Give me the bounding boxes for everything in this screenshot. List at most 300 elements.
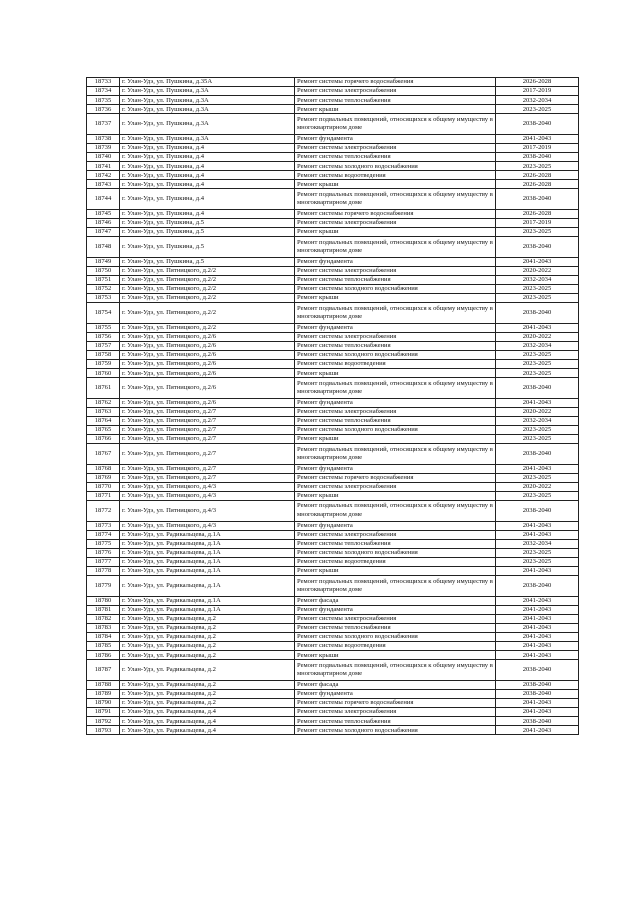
row-number: 18767 bbox=[87, 444, 120, 465]
address-cell: г. Улан-Удэ, ул. Пушкина, д.5 bbox=[120, 219, 295, 228]
address-cell: г. Улан-Удэ, ул. Пушкина, д.3А bbox=[120, 87, 295, 96]
period-cell: 2041-2043 bbox=[496, 623, 579, 632]
work-type-cell: Ремонт подвальных помещений, относящихся к общему имуществу в многоквартирном доме bbox=[295, 501, 496, 522]
address-cell: г. Улан-Удэ, ул. Радикальцева, д.4 bbox=[120, 708, 295, 717]
work-type-cell: Ремонт системы теплоснабжения bbox=[295, 416, 496, 425]
period-cell: 2041-2043 bbox=[496, 530, 579, 539]
address-cell: г. Улан-Удэ, ул. Радикальцева, д.1А bbox=[120, 557, 295, 566]
period-cell: 2038-2040 bbox=[496, 689, 579, 698]
address-cell: г. Улан-Удэ, ул. Радикальцева, д.2 bbox=[120, 633, 295, 642]
row-number: 18778 bbox=[87, 567, 120, 576]
period-cell: 2032-2034 bbox=[496, 341, 579, 350]
row-number: 18771 bbox=[87, 492, 120, 501]
work-type-cell: Ремонт системы холодного водоснабжения bbox=[295, 285, 496, 294]
period-cell: 2026-2028 bbox=[496, 180, 579, 189]
row-number: 18753 bbox=[87, 294, 120, 303]
work-type-cell: Ремонт системы горячего водоснабжения bbox=[295, 473, 496, 482]
address-cell: г. Улан-Удэ, ул. Радикальцева, д.2 bbox=[120, 660, 295, 681]
address-cell: г. Улан-Удэ, ул. Пятницкого, д.2/6 bbox=[120, 341, 295, 350]
work-type-cell: Ремонт системы электроснабжения bbox=[295, 266, 496, 275]
work-type-cell: Ремонт подвальных помещений, относящихся к общему имуществу в многоквартирном доме bbox=[295, 114, 496, 135]
address-cell: г. Улан-Удэ, ул. Пятницкого, д.2/6 bbox=[120, 350, 295, 359]
work-type-cell: Ремонт системы электроснабжения bbox=[295, 482, 496, 491]
table-row bbox=[87, 323, 579, 332]
table-row bbox=[87, 369, 579, 378]
period-cell: 2038-2040 bbox=[496, 660, 579, 681]
table-row bbox=[87, 219, 579, 228]
table-row bbox=[87, 171, 579, 180]
work-type-cell: Ремонт системы холодного водоснабжения bbox=[295, 633, 496, 642]
table-row bbox=[87, 303, 579, 324]
address-cell: г. Улан-Удэ, ул. Радикальцева, д.2 bbox=[120, 614, 295, 623]
address-cell: г. Улан-Удэ, ул. Пятницкого, д.2/2 bbox=[120, 303, 295, 324]
period-cell: 2032-2034 bbox=[496, 416, 579, 425]
address-cell: г. Улан-Удэ, ул. Радикальцева, д.4 bbox=[120, 726, 295, 735]
table-row bbox=[87, 209, 579, 218]
address-cell: г. Улан-Удэ, ул. Радикальцева, д.1А bbox=[120, 530, 295, 539]
address-cell: г. Улан-Удэ, ул. Пушкина, д.3А bbox=[120, 134, 295, 143]
table-row bbox=[87, 332, 579, 341]
period-cell: 2023-2025 bbox=[496, 285, 579, 294]
work-type-cell: Ремонт системы электроснабжения bbox=[295, 407, 496, 416]
table-row bbox=[87, 341, 579, 350]
work-type-cell: Ремонт фундамента bbox=[295, 257, 496, 266]
period-cell: 2038-2040 bbox=[496, 444, 579, 465]
row-number: 18758 bbox=[87, 350, 120, 359]
table-row bbox=[87, 482, 579, 491]
row-number: 18759 bbox=[87, 360, 120, 369]
table-row bbox=[87, 464, 579, 473]
address-cell: г. Улан-Удэ, ул. Пушкина, д.4 bbox=[120, 162, 295, 171]
row-number: 18792 bbox=[87, 717, 120, 726]
work-type-cell: Ремонт системы электроснабжения bbox=[295, 708, 496, 717]
period-cell: 2020-2022 bbox=[496, 407, 579, 416]
period-cell: 2023-2025 bbox=[496, 492, 579, 501]
period-cell: 2026-2028 bbox=[496, 78, 579, 87]
table-row bbox=[87, 614, 579, 623]
period-cell: 2038-2040 bbox=[496, 114, 579, 135]
work-type-cell: Ремонт фундамента bbox=[295, 605, 496, 614]
address-cell: г. Улан-Удэ, ул. Пушкина, д.5 bbox=[120, 228, 295, 237]
period-cell: 2032-2034 bbox=[496, 539, 579, 548]
work-type-cell: Ремонт системы электроснабжения bbox=[295, 530, 496, 539]
work-type-cell: Ремонт подвальных помещений, относящихся к общему имуществу в многоквартирном доме bbox=[295, 189, 496, 210]
row-number: 18752 bbox=[87, 285, 120, 294]
row-number: 18788 bbox=[87, 680, 120, 689]
period-cell: 2041-2043 bbox=[496, 521, 579, 530]
period-cell: 2041-2043 bbox=[496, 642, 579, 651]
address-cell: г. Улан-Удэ, ул. Пятницкого, д.2/6 bbox=[120, 378, 295, 399]
work-type-cell: Ремонт подвальных помещений, относящихся к общему имуществу в многоквартирном доме bbox=[295, 378, 496, 399]
work-type-cell: Ремонт системы холодного водоснабжения bbox=[295, 350, 496, 359]
row-number: 18769 bbox=[87, 473, 120, 482]
row-number: 18751 bbox=[87, 275, 120, 284]
period-cell: 2038-2040 bbox=[496, 576, 579, 597]
row-number: 18755 bbox=[87, 323, 120, 332]
row-number: 18739 bbox=[87, 143, 120, 152]
work-type-cell: Ремонт системы горячего водоснабжения bbox=[295, 699, 496, 708]
period-cell: 2026-2028 bbox=[496, 209, 579, 218]
row-number: 18744 bbox=[87, 189, 120, 210]
work-type-cell: Ремонт крыши bbox=[295, 369, 496, 378]
address-cell: г. Улан-Удэ, ул. Радикальцева, д.4 bbox=[120, 717, 295, 726]
period-cell: 2041-2043 bbox=[496, 605, 579, 614]
work-type-cell: Ремонт крыши bbox=[295, 180, 496, 189]
table-row bbox=[87, 407, 579, 416]
table-row bbox=[87, 114, 579, 135]
period-cell: 2023-2025 bbox=[496, 228, 579, 237]
address-cell: г. Улан-Удэ, ул. Пушкина, д.4 bbox=[120, 180, 295, 189]
address-cell: г. Улан-Удэ, ул. Радикальцева, д.2 bbox=[120, 642, 295, 651]
row-number: 18791 bbox=[87, 708, 120, 717]
work-type-cell: Ремонт фундамента bbox=[295, 134, 496, 143]
row-number: 18733 bbox=[87, 78, 120, 87]
table-row bbox=[87, 689, 579, 698]
period-cell: 2041-2043 bbox=[496, 567, 579, 576]
address-cell: г. Улан-Удэ, ул. Пятницкого, д.2/7 bbox=[120, 435, 295, 444]
period-cell: 2017-2019 bbox=[496, 143, 579, 152]
table-row bbox=[87, 426, 579, 435]
work-type-cell: Ремонт крыши bbox=[295, 228, 496, 237]
row-number: 18775 bbox=[87, 539, 120, 548]
row-number: 18765 bbox=[87, 426, 120, 435]
period-cell: 2041-2043 bbox=[496, 464, 579, 473]
row-number: 18737 bbox=[87, 114, 120, 135]
work-type-cell: Ремонт подвальных помещений, относящихся к общему имуществу в многоквартирном доме bbox=[295, 660, 496, 681]
table-row bbox=[87, 416, 579, 425]
table-row bbox=[87, 189, 579, 210]
table-row bbox=[87, 660, 579, 681]
work-type-cell: Ремонт системы холодного водоснабжения bbox=[295, 426, 496, 435]
period-cell: 2026-2028 bbox=[496, 171, 579, 180]
address-cell: г. Улан-Удэ, ул. Радикальцева, д.1А bbox=[120, 596, 295, 605]
table-row bbox=[87, 492, 579, 501]
table-row bbox=[87, 162, 579, 171]
row-number: 18784 bbox=[87, 633, 120, 642]
work-type-cell: Ремонт крыши bbox=[295, 294, 496, 303]
address-cell: г. Улан-Удэ, ул. Пятницкого, д.4/3 bbox=[120, 501, 295, 522]
row-number: 18760 bbox=[87, 369, 120, 378]
address-cell: г. Улан-Удэ, ул. Пятницкого, д.4/3 bbox=[120, 521, 295, 530]
work-type-cell: Ремонт системы теплоснабжения bbox=[295, 341, 496, 350]
work-type-cell: Ремонт системы теплоснабжения bbox=[295, 96, 496, 105]
row-number: 18738 bbox=[87, 134, 120, 143]
address-cell: г. Улан-Удэ, ул. Пушкина, д.3А bbox=[120, 96, 295, 105]
work-type-cell: Ремонт крыши bbox=[295, 105, 496, 114]
work-type-cell: Ремонт фундамента bbox=[295, 689, 496, 698]
table-row bbox=[87, 275, 579, 284]
address-cell: г. Улан-Удэ, ул. Пятницкого, д.2/2 bbox=[120, 275, 295, 284]
table-row bbox=[87, 294, 579, 303]
work-type-cell: Ремонт системы электроснабжения bbox=[295, 87, 496, 96]
work-type-cell: Ремонт системы холодного водоснабжения bbox=[295, 548, 496, 557]
table-row bbox=[87, 651, 579, 660]
table-row bbox=[87, 444, 579, 465]
row-number: 18748 bbox=[87, 237, 120, 258]
address-cell: г. Улан-Удэ, ул. Радикальцева, д.1А bbox=[120, 548, 295, 557]
row-number: 18750 bbox=[87, 266, 120, 275]
period-cell: 2038-2040 bbox=[496, 303, 579, 324]
table-row bbox=[87, 530, 579, 539]
table-row bbox=[87, 134, 579, 143]
work-type-cell: Ремонт крыши bbox=[295, 651, 496, 660]
address-cell: г. Улан-Удэ, ул. Радикальцева, д.2 bbox=[120, 689, 295, 698]
period-cell: 2023-2025 bbox=[496, 294, 579, 303]
row-number: 18773 bbox=[87, 521, 120, 530]
period-cell: 2038-2040 bbox=[496, 680, 579, 689]
row-number: 18772 bbox=[87, 501, 120, 522]
period-cell: 2023-2025 bbox=[496, 473, 579, 482]
work-type-cell: Ремонт подвальных помещений, относящихся к общему имуществу в многоквартирном доме bbox=[295, 576, 496, 597]
work-type-cell: Ремонт системы теплоснабжения bbox=[295, 623, 496, 632]
table-row bbox=[87, 96, 579, 105]
period-cell: 2038-2040 bbox=[496, 717, 579, 726]
period-cell: 2041-2043 bbox=[496, 134, 579, 143]
address-cell: г. Улан-Удэ, ул. Пятницкого, д.2/6 bbox=[120, 360, 295, 369]
row-number: 18762 bbox=[87, 398, 120, 407]
period-cell: 2020-2022 bbox=[496, 266, 579, 275]
work-type-cell: Ремонт системы водоотведения bbox=[295, 642, 496, 651]
work-type-cell: Ремонт системы холодного водоснабжения bbox=[295, 726, 496, 735]
period-cell: 2023-2025 bbox=[496, 435, 579, 444]
table-row bbox=[87, 473, 579, 482]
period-cell: 2032-2034 bbox=[496, 275, 579, 284]
row-number: 18777 bbox=[87, 557, 120, 566]
address-cell: г. Улан-Удэ, ул. Радикальцева, д.1А bbox=[120, 567, 295, 576]
period-cell: 2041-2043 bbox=[496, 726, 579, 735]
row-number: 18789 bbox=[87, 689, 120, 698]
period-cell: 2038-2040 bbox=[496, 153, 579, 162]
row-number: 18745 bbox=[87, 209, 120, 218]
period-cell: 2038-2040 bbox=[496, 378, 579, 399]
table-row bbox=[87, 266, 579, 275]
period-cell: 2041-2043 bbox=[496, 257, 579, 266]
period-cell: 2032-2034 bbox=[496, 96, 579, 105]
period-cell: 2017-2019 bbox=[496, 219, 579, 228]
work-type-cell: Ремонт крыши bbox=[295, 492, 496, 501]
row-number: 18763 bbox=[87, 407, 120, 416]
address-cell: г. Улан-Удэ, ул. Пятницкого, д.2/2 bbox=[120, 266, 295, 275]
row-number: 18741 bbox=[87, 162, 120, 171]
address-cell: г. Улан-Удэ, ул. Радикальцева, д.2 bbox=[120, 651, 295, 660]
period-cell: 2041-2043 bbox=[496, 651, 579, 660]
work-type-cell: Ремонт системы холодного водоснабжения bbox=[295, 162, 496, 171]
table-row bbox=[87, 228, 579, 237]
work-type-cell: Ремонт крыши bbox=[295, 567, 496, 576]
table-row bbox=[87, 143, 579, 152]
address-cell: г. Улан-Удэ, ул. Пятницкого, д.2/2 bbox=[120, 323, 295, 332]
table-row bbox=[87, 87, 579, 96]
table-row bbox=[87, 153, 579, 162]
work-type-cell: Ремонт фундамента bbox=[295, 521, 496, 530]
work-type-cell: Ремонт подвальных помещений, относящихся к общему имуществу в многоквартирном доме bbox=[295, 444, 496, 465]
table-row bbox=[87, 501, 579, 522]
address-cell: г. Улан-Удэ, ул. Пушкина, д.5 bbox=[120, 237, 295, 258]
work-type-cell: Ремонт системы теплоснабжения bbox=[295, 275, 496, 284]
table-row bbox=[87, 398, 579, 407]
row-number: 18764 bbox=[87, 416, 120, 425]
period-cell: 2023-2025 bbox=[496, 105, 579, 114]
table-row bbox=[87, 576, 579, 597]
address-cell: г. Улан-Удэ, ул. Пятницкого, д.2/7 bbox=[120, 444, 295, 465]
work-type-cell: Ремонт фундамента bbox=[295, 464, 496, 473]
table-row bbox=[87, 360, 579, 369]
period-cell: 2017-2019 bbox=[496, 87, 579, 96]
address-cell: г. Улан-Удэ, ул. Пушкина, д.3А bbox=[120, 114, 295, 135]
work-type-cell: Ремонт системы электроснабжения bbox=[295, 332, 496, 341]
address-cell: г. Улан-Удэ, ул. Пушкина, д.4 bbox=[120, 209, 295, 218]
row-number: 18742 bbox=[87, 171, 120, 180]
table-row bbox=[87, 717, 579, 726]
address-cell: г. Улан-Удэ, ул. Пятницкого, д.2/2 bbox=[120, 294, 295, 303]
work-type-cell: Ремонт системы водоотведения bbox=[295, 557, 496, 566]
table-row bbox=[87, 726, 579, 735]
address-cell: г. Улан-Удэ, ул. Пушкина, д.4 bbox=[120, 153, 295, 162]
period-cell: 2041-2043 bbox=[496, 614, 579, 623]
row-number: 18783 bbox=[87, 623, 120, 632]
work-type-cell: Ремонт системы теплоснабжения bbox=[295, 539, 496, 548]
address-cell: г. Улан-Удэ, ул. Пушкина, д.35А bbox=[120, 78, 295, 87]
row-number: 18776 bbox=[87, 548, 120, 557]
table-row bbox=[87, 708, 579, 717]
period-cell: 2020-2022 bbox=[496, 332, 579, 341]
work-type-cell: Ремонт крыши bbox=[295, 435, 496, 444]
period-cell: 2023-2025 bbox=[496, 426, 579, 435]
work-type-cell: Ремонт подвальных помещений, относящихся к общему имуществу в многоквартирном доме bbox=[295, 237, 496, 258]
address-cell: г. Улан-Удэ, ул. Пушкина, д.3А bbox=[120, 105, 295, 114]
table-row bbox=[87, 557, 579, 566]
table-row bbox=[87, 680, 579, 689]
row-number: 18735 bbox=[87, 96, 120, 105]
address-cell: г. Улан-Удэ, ул. Радикальцева, д.2 bbox=[120, 699, 295, 708]
address-cell: г. Улан-Удэ, ул. Пятницкого, д.2/7 bbox=[120, 473, 295, 482]
row-number: 18787 bbox=[87, 660, 120, 681]
period-cell: 2038-2040 bbox=[496, 189, 579, 210]
work-type-cell: Ремонт системы электроснабжения bbox=[295, 143, 496, 152]
row-number: 18736 bbox=[87, 105, 120, 114]
row-number: 18790 bbox=[87, 699, 120, 708]
work-type-cell: Ремонт системы горячего водоснабжения bbox=[295, 78, 496, 87]
row-number: 18756 bbox=[87, 332, 120, 341]
row-number: 18754 bbox=[87, 303, 120, 324]
row-number: 18774 bbox=[87, 530, 120, 539]
address-cell: г. Улан-Удэ, ул. Пятницкого, д.2/7 bbox=[120, 426, 295, 435]
period-cell: 2023-2025 bbox=[496, 360, 579, 369]
work-type-cell: Ремонт системы горячего водоснабжения bbox=[295, 209, 496, 218]
address-cell: г. Улан-Удэ, ул. Радикальцева, д.1А bbox=[120, 539, 295, 548]
period-cell: 2038-2040 bbox=[496, 237, 579, 258]
table-row bbox=[87, 435, 579, 444]
period-cell: 2023-2025 bbox=[496, 369, 579, 378]
work-type-cell: Ремонт системы электроснабжения bbox=[295, 219, 496, 228]
row-number: 18768 bbox=[87, 464, 120, 473]
table-row bbox=[87, 350, 579, 359]
period-cell: 2023-2025 bbox=[496, 350, 579, 359]
table-row bbox=[87, 237, 579, 258]
row-number: 18780 bbox=[87, 596, 120, 605]
period-cell: 2041-2043 bbox=[496, 633, 579, 642]
table-row bbox=[87, 567, 579, 576]
row-number: 18770 bbox=[87, 482, 120, 491]
table-body bbox=[87, 78, 579, 735]
address-cell: г. Улан-Удэ, ул. Радикальцева, д.1А bbox=[120, 576, 295, 597]
repair-schedule-table bbox=[86, 77, 579, 735]
row-number: 18781 bbox=[87, 605, 120, 614]
table-row bbox=[87, 285, 579, 294]
work-type-cell: Ремонт подвальных помещений, относящихся к общему имуществу в многоквартирном доме bbox=[295, 303, 496, 324]
table-row bbox=[87, 539, 579, 548]
address-cell: г. Улан-Удэ, ул. Пушкина, д.4 bbox=[120, 171, 295, 180]
work-type-cell: Ремонт фундамента bbox=[295, 398, 496, 407]
row-number: 18793 bbox=[87, 726, 120, 735]
work-type-cell: Ремонт системы теплоснабжения bbox=[295, 717, 496, 726]
table-row bbox=[87, 378, 579, 399]
address-cell: г. Улан-Удэ, ул. Пятницкого, д.2/6 bbox=[120, 332, 295, 341]
period-cell: 2020-2022 bbox=[496, 482, 579, 491]
row-number: 18740 bbox=[87, 153, 120, 162]
row-number: 18747 bbox=[87, 228, 120, 237]
row-number: 18782 bbox=[87, 614, 120, 623]
address-cell: г. Улан-Удэ, ул. Радикальцева, д.2 bbox=[120, 680, 295, 689]
table-row bbox=[87, 623, 579, 632]
address-cell: г. Улан-Удэ, ул. Пятницкого, д.2/2 bbox=[120, 285, 295, 294]
address-cell: г. Улан-Удэ, ул. Пушкина, д.5 bbox=[120, 257, 295, 266]
work-type-cell: Ремонт фундамента bbox=[295, 323, 496, 332]
work-type-cell: Ремонт системы водоотведения bbox=[295, 171, 496, 180]
period-cell: 2023-2025 bbox=[496, 557, 579, 566]
period-cell: 2041-2043 bbox=[496, 708, 579, 717]
work-type-cell: Ремонт системы электроснабжения bbox=[295, 614, 496, 623]
table-row bbox=[87, 596, 579, 605]
row-number: 18785 bbox=[87, 642, 120, 651]
period-cell: 2041-2043 bbox=[496, 596, 579, 605]
period-cell: 2023-2025 bbox=[496, 548, 579, 557]
row-number: 18743 bbox=[87, 180, 120, 189]
row-number: 18786 bbox=[87, 651, 120, 660]
table-row bbox=[87, 642, 579, 651]
address-cell: г. Улан-Удэ, ул. Пятницкого, д.2/7 bbox=[120, 416, 295, 425]
row-number: 18761 bbox=[87, 378, 120, 399]
table-row bbox=[87, 105, 579, 114]
period-cell: 2038-2040 bbox=[496, 501, 579, 522]
work-type-cell: Ремонт системы водоотведения bbox=[295, 360, 496, 369]
period-cell: 2023-2025 bbox=[496, 162, 579, 171]
table-row bbox=[87, 180, 579, 189]
work-type-cell: Ремонт системы теплоснабжения bbox=[295, 153, 496, 162]
address-cell: г. Улан-Удэ, ул. Пятницкого, д.2/7 bbox=[120, 407, 295, 416]
address-cell: г. Улан-Удэ, ул. Пятницкого, д.4/3 bbox=[120, 482, 295, 491]
period-cell: 2041-2043 bbox=[496, 398, 579, 407]
address-cell: г. Улан-Удэ, ул. Пятницкого, д.2/7 bbox=[120, 464, 295, 473]
row-number: 18746 bbox=[87, 219, 120, 228]
address-cell: г. Улан-Удэ, ул. Пушкина, д.4 bbox=[120, 143, 295, 152]
row-number: 18779 bbox=[87, 576, 120, 597]
table-row bbox=[87, 699, 579, 708]
table-row bbox=[87, 605, 579, 614]
table-row bbox=[87, 548, 579, 557]
address-cell: г. Улан-Удэ, ул. Пушкина, д.4 bbox=[120, 189, 295, 210]
work-type-cell: Ремонт фасада bbox=[295, 596, 496, 605]
address-cell: г. Улан-Удэ, ул. Радикальцева, д.2 bbox=[120, 623, 295, 632]
table-row bbox=[87, 521, 579, 530]
period-cell: 2041-2043 bbox=[496, 699, 579, 708]
row-number: 18766 bbox=[87, 435, 120, 444]
row-number: 18734 bbox=[87, 87, 120, 96]
address-cell: г. Улан-Удэ, ул. Пятницкого, д.2/6 bbox=[120, 398, 295, 407]
table-row bbox=[87, 78, 579, 87]
table-row bbox=[87, 257, 579, 266]
address-cell: г. Улан-Удэ, ул. Пятницкого, д.2/6 bbox=[120, 369, 295, 378]
